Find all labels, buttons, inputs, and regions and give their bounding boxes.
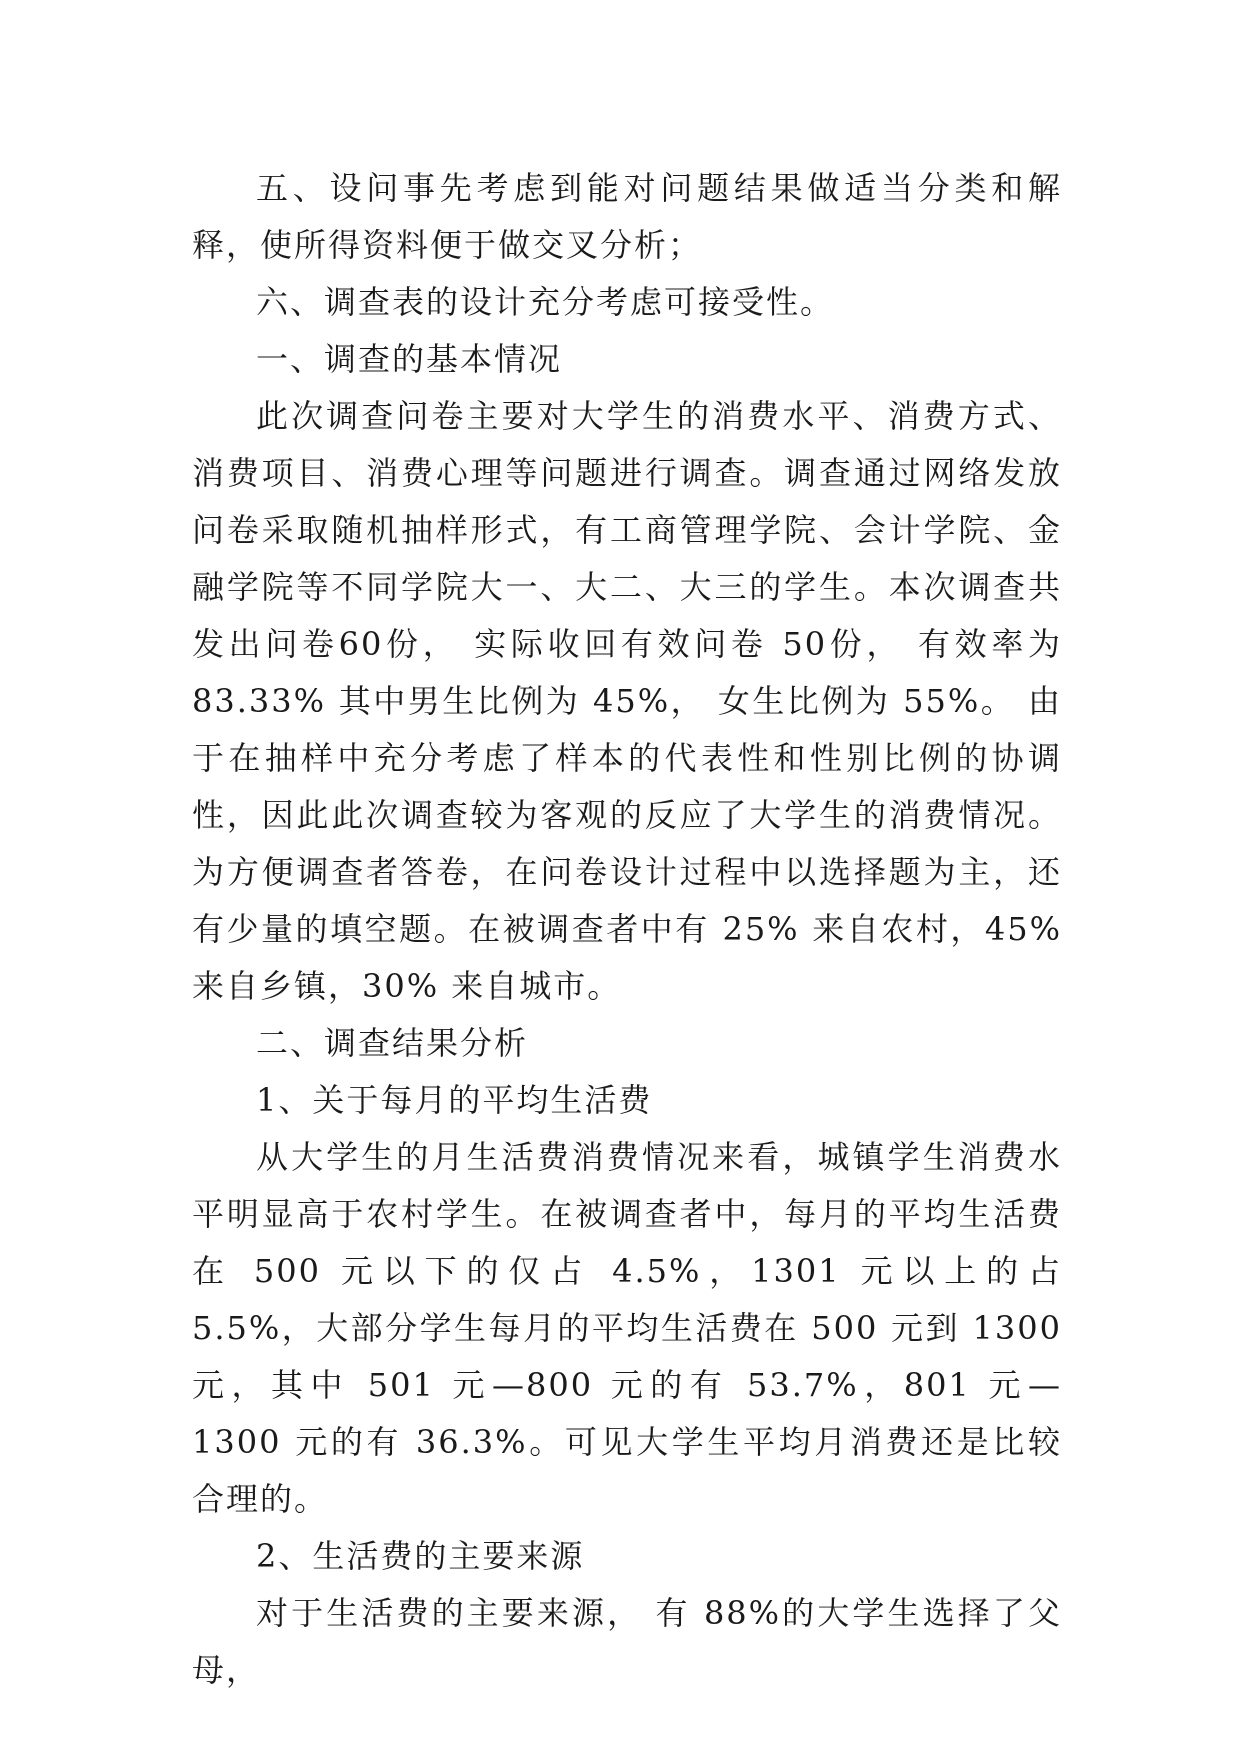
section-heading-basic-situation: 一、调查的基本情况 <box>256 340 563 378</box>
paragraph-living-cost-source: 对于生活费的主要来源， 有 88%的大学生选择了父母， <box>192 1594 1062 1689</box>
document-body <box>192 160 1062 1699</box>
paragraph-design-principle-6: 六、调查表的设计充分考虑可接受性。 <box>256 283 835 321</box>
paragraph-design-principle-5: 五、设问事先考虑到能对问题结果做适当分类和解释，使所得资料便于做交叉分析； <box>192 169 1062 264</box>
subheading-monthly-living-cost: 1、关于每月的平均生活费 <box>256 1081 653 1119</box>
paragraph-monthly-living-cost: 从大学生的月生活费消费情况来看，城镇学生消费水平明显高于农村学生。在被调查者中，每月的平均生活费在 500 元以下的仅占 4.5%，1301 元以上的占 5.5%，大部分学生每月的平均生活费在 500 元到 1300 元，其中 501 元—800 元的有 53.7%，801 元—1300 元的有 36.3%。可见大学生平均月消费还是比较合理的。 <box>192 1138 1062 1518</box>
subheading-living-cost-source: 2、生活费的主要来源 <box>256 1537 585 1575</box>
section-heading-result-analysis: 二、调查结果分析 <box>256 1024 529 1062</box>
paragraph-survey-overview: 此次调查问卷主要对大学生的消费水平、消费方式、消费项目、消费心理等问题进行调查。调查通过网络发放问卷采取随机抽样形式，有工商管理学院、会计学院、金融学院等不同学院大一、大二、大三的学生。本次调查共发出问卷60份， 实际收回有效问卷 50份， 有效率为 83.33% 其中男生比例为 45%， 女生比例为 55%。 由于在抽样中充分考虑了样本的代表性和性别比例的协调性，因此此次调查较为客观的反应了大学生的消费情况。为方便调查者答卷，在问卷设计过程中以选择题为主，还有少量的填空题。在被调查者中有 25% 来自农村，45% 来自乡镇，30% 来自城市。 <box>192 397 1062 1005</box>
